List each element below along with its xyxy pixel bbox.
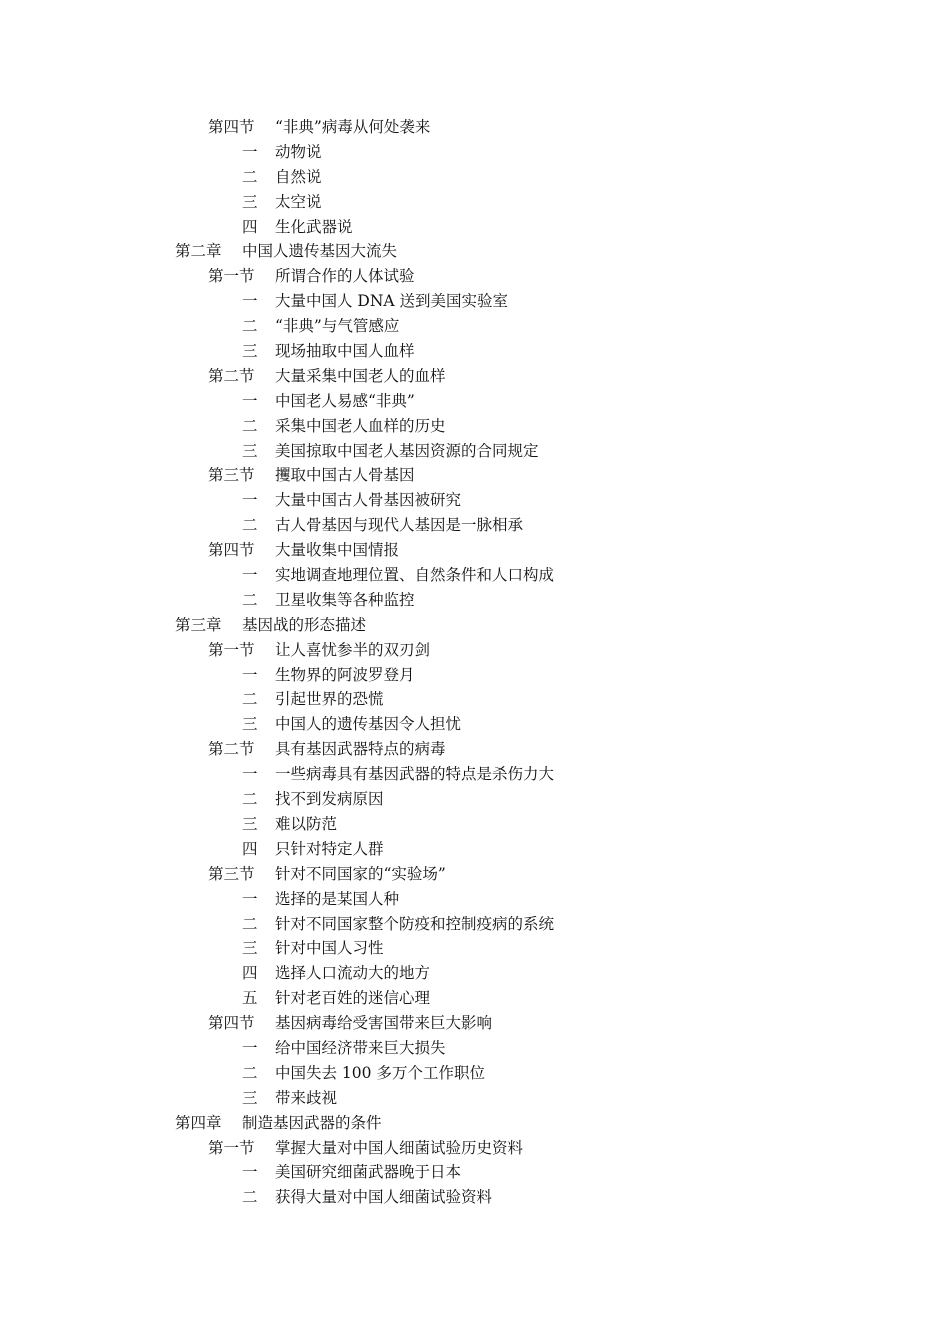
toc-item-row (0, 1185, 950, 1210)
toc-item-number: 三 (242, 192, 258, 211)
toc-section-number: 第一节 (208, 640, 255, 659)
toc-section-number: 第二节 (208, 366, 255, 385)
toc-item-number: 二 (242, 690, 258, 709)
toc-item-title: 针对不同国家整个防疫和控制疫病的系统 (275, 914, 555, 933)
toc-section-title: 攫取中国古人骨基因 (275, 466, 415, 485)
toc-section-row (0, 364, 950, 389)
toc-item-number: 一 (242, 566, 258, 585)
toc-item-row (0, 1061, 950, 1086)
toc-item-title: 动物说 (275, 142, 322, 161)
toc-section-title: 让人喜忧参半的双刃剑 (275, 640, 431, 659)
toc-item-number: 三 (242, 1088, 258, 1107)
toc-item-title: 太空说 (275, 192, 322, 211)
toc-section-title: 大量收集中国情报 (275, 541, 400, 560)
toc-item-number: 一 (242, 665, 258, 684)
toc-item-title: 美国研究细菌武器晚于日本 (275, 1163, 462, 1182)
toc-item-number: 一 (242, 1163, 258, 1182)
toc-item-row (0, 936, 950, 961)
toc-item-row (0, 588, 950, 613)
toc-section-title: 针对不同国家的“实验场” (275, 864, 446, 883)
toc-chapter-title: 中国人遗传基因大流失 (242, 242, 398, 261)
toc-item-row (0, 165, 950, 190)
toc-item-number: 一 (242, 491, 258, 510)
toc-section-row (0, 115, 950, 140)
toc-item-row (0, 712, 950, 737)
toc-section-number: 第一节 (208, 1138, 255, 1157)
toc-item-number: 二 (242, 1188, 258, 1207)
toc-item-title: 美国掠取中国老人基因资源的合同规定 (275, 441, 539, 460)
toc-item-row (0, 339, 950, 364)
toc-section-number: 第三节 (208, 466, 255, 485)
toc-item-row (0, 961, 950, 986)
toc-item-row (0, 762, 950, 787)
toc-item-number: 四 (242, 839, 258, 858)
toc-section-title: 掌握大量对中国人细菌试验历史资料 (275, 1138, 524, 1157)
toc-chapter-number: 第三章 (175, 615, 222, 634)
toc-item-title: 生化武器说 (275, 217, 353, 236)
toc-item-title: 针对中国人习性 (275, 939, 384, 958)
toc-item-number: 五 (242, 989, 258, 1008)
toc-section-number: 第四节 (208, 1014, 255, 1033)
toc-item-title: “非典”与气管感应 (275, 317, 400, 336)
toc-item-row (0, 837, 950, 862)
toc-item-number: 一 (242, 391, 258, 410)
toc-item-number: 一 (242, 765, 258, 784)
toc-item-title: 中国老人易感“非典” (275, 391, 415, 410)
toc-item-number: 二 (242, 317, 258, 336)
toc-item-title: 生物界的阿波罗登月 (275, 665, 415, 684)
toc-item-row (0, 414, 950, 439)
toc-item-title: 选择人口流动大的地方 (275, 964, 431, 983)
toc-item-title: 一些病毒具有基因武器的特点是杀伤力大 (275, 765, 555, 784)
toc-item-number: 三 (242, 939, 258, 958)
toc-item-title: 大量中国人 DNA 送到美国实验室 (275, 292, 509, 311)
toc-section-row (0, 1136, 950, 1161)
toc-item-title: 引起世界的恐慌 (275, 690, 384, 709)
toc-item-number: 二 (242, 516, 258, 535)
toc-section-row (0, 737, 950, 762)
toc-section-row (0, 538, 950, 563)
toc-section-number: 第四节 (208, 541, 255, 560)
toc-chapter-row (0, 613, 950, 638)
toc-item-row (0, 513, 950, 538)
toc-item-row (0, 1036, 950, 1061)
toc-item-title: 中国失去 100 多万个工作职位 (275, 1063, 485, 1082)
toc-section-number: 第一节 (208, 267, 255, 286)
toc-section-title: “非典”病毒从何处袭来 (275, 118, 431, 136)
toc-chapter-number: 第四章 (175, 1113, 222, 1132)
toc-item-row (0, 488, 950, 513)
toc-item-number: 一 (242, 292, 258, 311)
toc-item-row (0, 190, 950, 215)
toc-section-row (0, 862, 950, 887)
toc-item-title: 针对老百姓的迷信心理 (275, 989, 431, 1008)
toc-item-row (0, 140, 950, 165)
toc-item-number: 三 (242, 715, 258, 734)
toc-item-number: 二 (242, 1063, 258, 1082)
toc-item-row (0, 439, 950, 464)
toc-item-title: 大量中国古人骨基因被研究 (275, 491, 462, 510)
toc-item-number: 三 (242, 441, 258, 460)
toc-item-title: 实地调查地理位置、自然条件和人口构成 (275, 566, 555, 585)
toc-item-row (0, 887, 950, 912)
toc-item-number: 二 (242, 167, 258, 186)
toc-section-row (0, 638, 950, 663)
toc-item-row (0, 563, 950, 588)
toc-item-row (0, 314, 950, 339)
toc-item-number: 一 (242, 142, 258, 161)
toc-section-number: 第三节 (208, 864, 255, 883)
toc-item-title: 给中国经济带来巨大损失 (275, 1038, 446, 1057)
toc-item-row (0, 389, 950, 414)
toc-item-title: 自然说 (275, 167, 322, 186)
toc-chapter-row (0, 239, 950, 264)
toc-section-row (0, 1011, 950, 1036)
toc-item-title: 带来歧视 (275, 1088, 338, 1107)
toc-item-title: 现场抽取中国人血样 (275, 342, 415, 361)
toc-item-number: 二 (242, 914, 258, 933)
toc-item-row (0, 812, 950, 837)
toc-item-title: 难以防范 (275, 814, 338, 833)
toc-section-title: 基因病毒给受害国带来巨大影响 (275, 1014, 493, 1033)
toc-item-row (0, 289, 950, 314)
toc-item-title: 找不到发病原因 (275, 790, 384, 809)
toc-item-row (0, 687, 950, 712)
toc-item-row (0, 1160, 950, 1185)
toc-item-row (0, 663, 950, 688)
toc-item-title: 中国人的遗传基因令人担忧 (275, 715, 462, 734)
toc-section-title: 所谓合作的人体试验 (275, 267, 415, 286)
toc-section-title: 具有基因武器特点的病毒 (275, 740, 446, 759)
toc-item-number: 三 (242, 814, 258, 833)
toc-item-title: 只针对特定人群 (275, 839, 384, 858)
toc-item-title: 卫星收集等各种监控 (275, 590, 415, 609)
toc-item-row (0, 986, 950, 1011)
toc-item-number: 二 (242, 416, 258, 435)
toc-item-title: 获得大量对中国人细菌试验资料 (275, 1188, 493, 1207)
toc-section-title: 大量采集中国老人的血样 (275, 366, 446, 385)
toc-item-title: 古人骨基因与现代人基因是一脉相承 (275, 516, 524, 535)
toc-chapter-title: 制造基因武器的条件 (242, 1113, 382, 1132)
toc-item-number: 四 (242, 217, 258, 236)
toc-item-row (0, 912, 950, 937)
toc-item-number: 二 (242, 790, 258, 809)
toc-section-number: 第四节 (208, 118, 255, 136)
toc-item-number: 四 (242, 964, 258, 983)
toc-item-number: 一 (242, 889, 258, 908)
toc-item-title: 选择的是某国人种 (275, 889, 400, 908)
toc-section-row (0, 264, 950, 289)
toc-item-title: 采集中国老人血样的历史 (275, 416, 446, 435)
toc-item-row (0, 787, 950, 812)
toc-item-row (0, 215, 950, 240)
toc-section-row (0, 463, 950, 488)
toc-chapter-row (0, 1111, 950, 1136)
toc-chapter-number: 第二章 (175, 242, 222, 261)
toc-item-row (0, 1086, 950, 1111)
toc-section-number: 第二节 (208, 740, 255, 759)
toc-item-number: 二 (242, 590, 258, 609)
toc-chapter-title: 基因战的形态描述 (242, 615, 367, 634)
toc-item-number: 三 (242, 342, 258, 361)
toc-item-number: 一 (242, 1038, 258, 1057)
table-of-contents (0, 115, 950, 1210)
